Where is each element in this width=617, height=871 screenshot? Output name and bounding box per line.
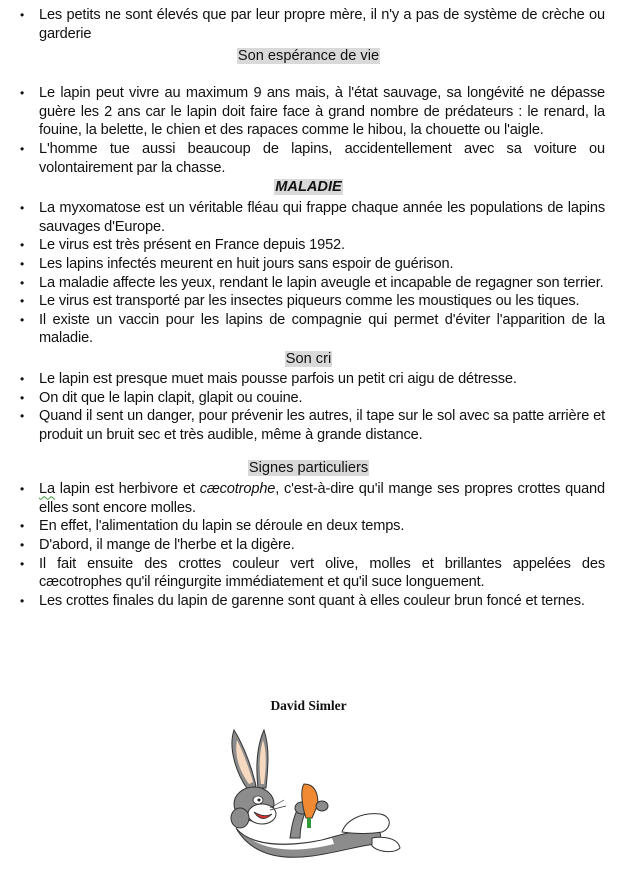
bugs-bunny-illustration: [222, 728, 412, 863]
section-heading-signes: [0, 459, 617, 478]
section-heading-esperance: [0, 47, 617, 66]
bullet-icon: •: [20, 201, 25, 216]
bullet-icon: •: [20, 312, 25, 327]
list-item: • Quand il sent un danger, pour prévenir les autres, il tape sur le sol avec sa patte arrière et produit un bruit sec et très audible, même à grande distance.: [20, 408, 605, 443]
heading-text: MALADIE: [275, 179, 342, 196]
list-item: • La maladie affecte les yeux, rendant le lapin aveugle et incapable de regagner son terrier.: [20, 274, 604, 291]
bullet-icon: •: [20, 256, 25, 271]
bullet-icon: •: [20, 409, 25, 424]
bullet-icon: •: [20, 275, 25, 290]
esperance-list: [0, 84, 617, 177]
list-item: • Les petits ne sont élevés que par leur propre mère, il n'y a pas de système de crèche ou garderie: [20, 7, 605, 42]
heading-text: Son cri: [285, 350, 332, 367]
list-item: • Le lapin est presque muet mais pousse parfois un petit cri aigu de détresse.: [20, 370, 517, 387]
heading-text: Son espérance de vie: [237, 48, 380, 65]
son-cri-list: [0, 370, 617, 444]
list-item: • Les crottes finales du lapin de garenne sont quant à elles couleur brun foncé et ternes.: [20, 592, 585, 609]
bullet-icon: •: [20, 390, 25, 405]
bullet-icon: •: [20, 482, 25, 497]
bullet-icon: •: [20, 371, 25, 386]
heading-text: Signes particuliers: [248, 460, 369, 477]
bullet-icon: •: [20, 86, 25, 101]
list-item: • L'homme tue aussi beaucoup de lapins, accidentellement avec sa voiture ou volontairement par la chasse.: [20, 140, 605, 176]
bullet-icon: •: [20, 593, 25, 608]
bullet-icon: •: [20, 8, 25, 22]
list-item: • La myxomatose est un véritable fléau qui frappe chaque année les populations de lapins sauvages d'Europe.: [20, 200, 605, 235]
list-item: • La lapin est herbivore et cæcotrophe, c'est-à-dire qu'il mange ses propres crottes quand elles sont encore molles.: [20, 481, 605, 516]
list-item: • Il existe un vaccin pour les lapins de compagnie qui permet d'éviter l'apparition de la maladie.: [20, 311, 605, 347]
italic-term: cæcotrophe: [199, 481, 276, 498]
bullet-icon: •: [20, 556, 25, 571]
bullet-icon: •: [20, 141, 25, 156]
section-heading-son-cri: [0, 350, 617, 369]
list-item: • Le lapin peut vivre au maximum 9 ans mais, à l'état sauvage, sa longévité ne dépasse guère les 2 ans car le lapin doit faire face à grand nombre de prédateurs : le renard, la fouine, la belette, le chien et des rapaces comme le hibou, la chouette ou l'aigle.: [20, 85, 605, 139]
author-signature: David Simler: [270, 698, 347, 713]
bullet-icon: •: [20, 294, 25, 309]
list-item: • Les lapins infectés meurent en huit jours sans espoir de guérison.: [20, 255, 454, 272]
bullet-icon: •: [20, 519, 25, 534]
list-item: • Il fait ensuite des crottes couleur vert olive, molles et brillantes appelées des cæcotrophes qu'il réingurgite immédiatement et qu'il suce longuement.: [20, 555, 605, 591]
signes-list: [0, 480, 617, 610]
maladie-list: [0, 199, 617, 348]
intro-list: [0, 6, 617, 43]
bullet-icon: •: [20, 538, 25, 553]
spellcheck-flagged-word[interactable]: La: [39, 481, 55, 498]
list-item: • Le virus est transporté par les insectes piqueurs comme les moustiques ou les tiques.: [20, 293, 580, 310]
list-item: • D'abord, il mange de l'herbe et la digère.: [20, 537, 295, 554]
list-item: • Le virus est très présent en France depuis 1952.: [20, 237, 345, 254]
list-item: • En effet, l'alimentation du lapin se déroule en deux temps.: [20, 518, 405, 535]
list-item: • On dit que le lapin clapit, glapit ou couine.: [20, 389, 303, 406]
section-heading-maladie: [0, 178, 617, 197]
bullet-icon: •: [20, 238, 25, 253]
